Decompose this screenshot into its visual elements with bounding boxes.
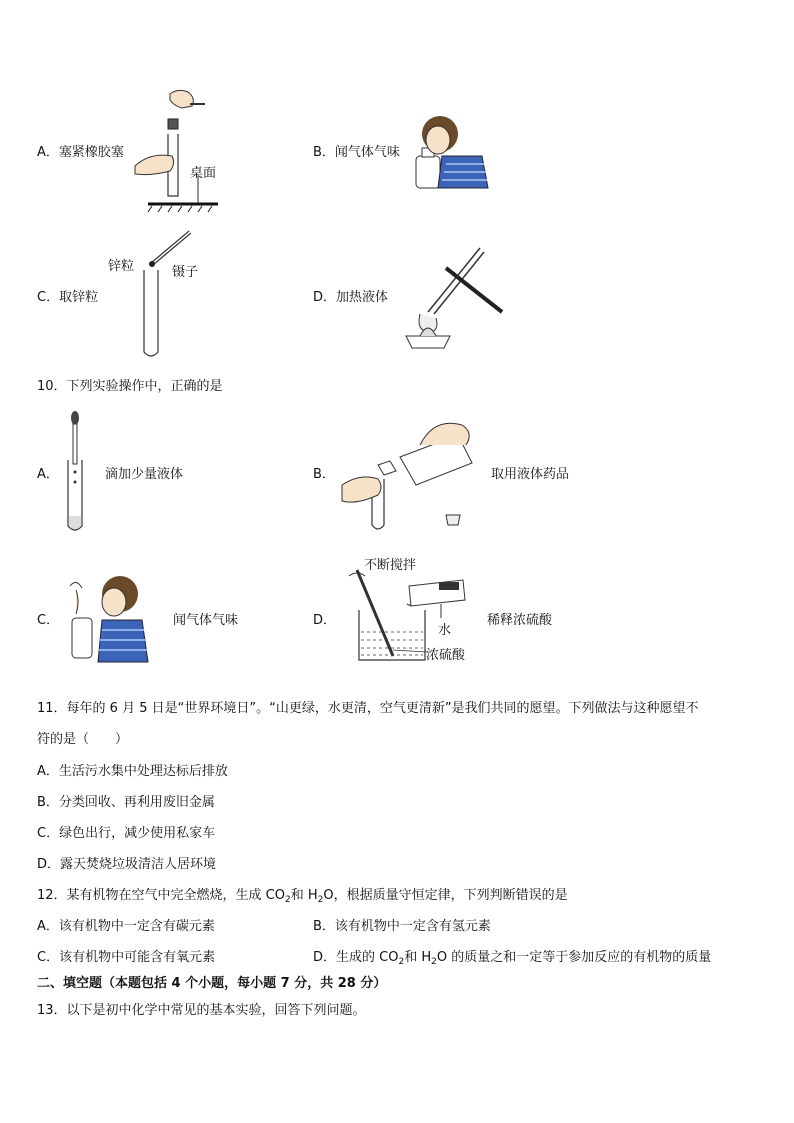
q12-option-d: D．生成的 $CO_2$和 $H_2O$ 的质量之和一定等于参加反应的有机物的质量 (313, 950, 712, 967)
q9-option-c: C．取锌粒 (37, 290, 99, 305)
q9-option-b: B．闻气体气味 (313, 145, 400, 160)
q10-a-dropper-illustration (62, 410, 88, 534)
section-2-title: 二、填空题（本题包括 4 个小题，每小题 7 分，共 28 分） (37, 976, 387, 991)
q10-d-stir-label: 不断搅拌 (364, 558, 417, 573)
q11-option-d: D．露天焚烧垃圾清洁人居环境 (37, 857, 217, 872)
q10-b-letter: B． (313, 467, 335, 482)
q10-d-water-label: 水 (438, 623, 452, 638)
q10-c-letter: C． (37, 613, 60, 628)
q10-c-text: 闻气体气味 (173, 613, 239, 628)
q13-stem: 13．以下是初中化学中常见的基本实验，回答下列问题。 (37, 1003, 366, 1018)
q11-option-c: C．绿色出行，减少使用私家车 (37, 826, 216, 841)
q10-d-letter: D． (313, 613, 337, 628)
q9-a-desk-label: 桌面 (190, 166, 217, 181)
q9-option-a: A．塞紧橡胶塞 (37, 145, 124, 160)
q10-b-text: 取用液体药品 (491, 467, 570, 482)
q11-option-a: A．生活污水集中处理达标后排放 (37, 764, 228, 779)
q10-d-text: 稀释浓硫酸 (487, 613, 553, 628)
q10-stem: 10．下列实验操作中，正确的是 (37, 379, 223, 394)
q12-stem: 12．某有机物在空气中完全燃烧，生成 $CO_2$和 $H_2O$，根据质量守恒定律，下列判断错误的是 (37, 888, 568, 905)
q9-b-illustration (410, 104, 490, 192)
q11-stem-line1: 11．每年的 6 月 5 日是“世界环境日”。“山更绿，水更清，空气更清新”是我们共同的愿望。下列做法与这种愿望不 (37, 701, 699, 716)
q10-a-letter: A． (37, 467, 59, 482)
q9-a-illustration (130, 86, 220, 216)
q10-b-pouring-illustration (338, 405, 478, 533)
q12-option-a: A．该有机物中一定含有碳元素 (37, 919, 215, 934)
q10-a-text: 滴加少量液体 (105, 467, 184, 482)
q9-c-illustration (138, 226, 198, 362)
q9-c-tweezers-label: 镊子 (172, 265, 199, 280)
q12-option-c: C．该有机物中可能含有氧元素 (37, 950, 216, 965)
q9-c-zinc-label: 锌粒 (108, 259, 135, 274)
q10-d-acid-label: 浓硫酸 (426, 648, 466, 663)
q11-stem-line2: 符的是（ ） (37, 732, 129, 747)
q9-d-illustration (398, 240, 508, 352)
q9-option-d: D．加热液体 (313, 290, 389, 305)
q12-option-b: B．该有机物中一定含有氢元素 (313, 919, 491, 934)
q11-option-b: B．分类回收、再利用废旧金属 (37, 795, 215, 810)
q10-c-smelling-illustration (62, 572, 152, 664)
